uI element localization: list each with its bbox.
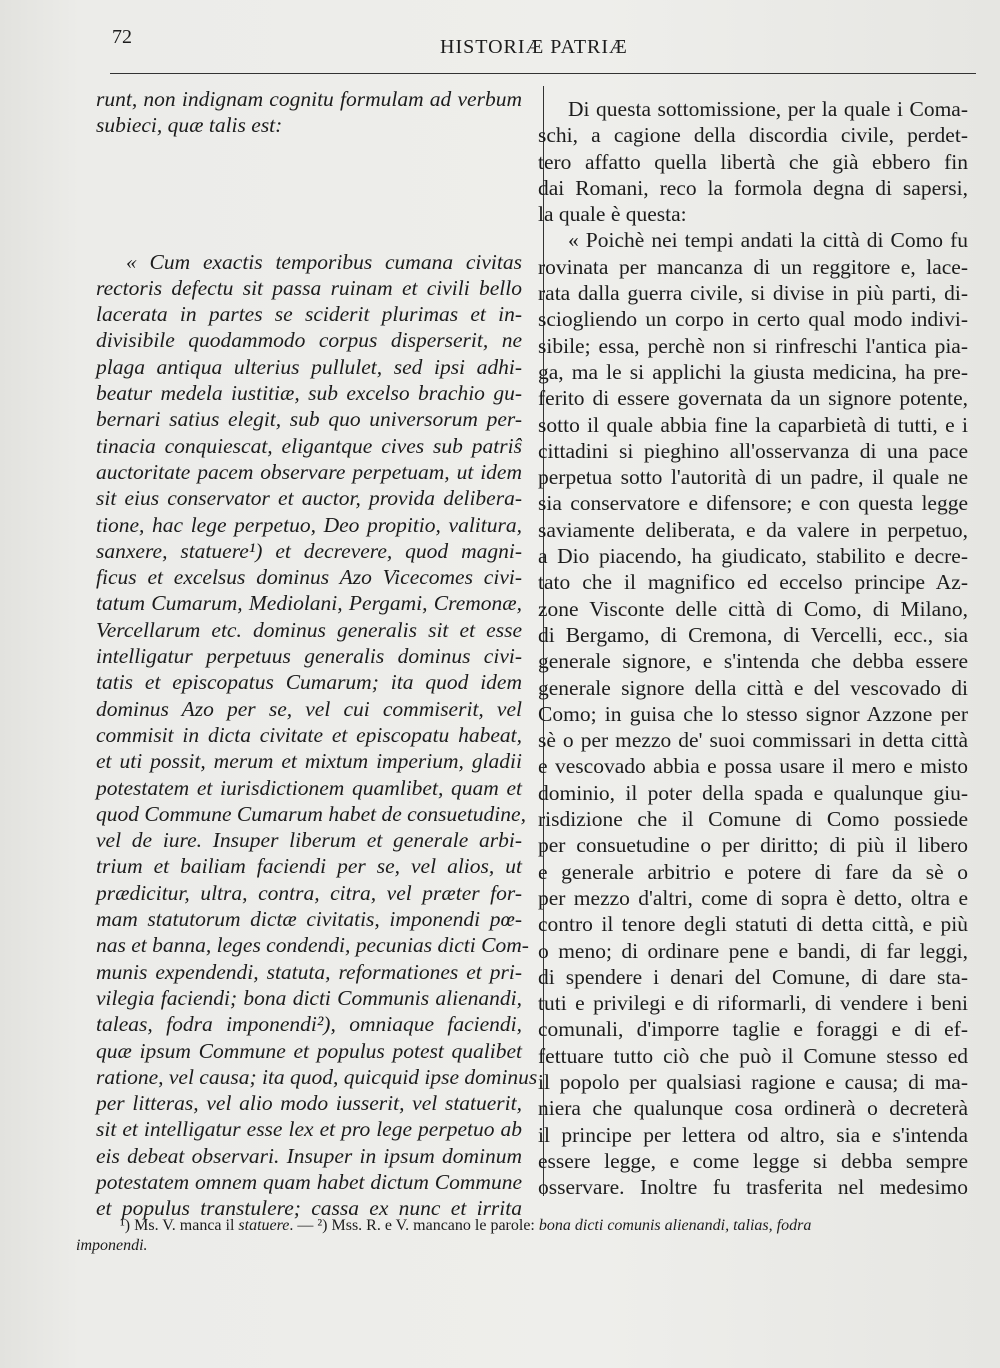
text-line: perpetua sotto l'autorità di un padre, il quale ne xyxy=(538,465,968,490)
footnote-line xyxy=(76,1216,946,1236)
text-line: commisit in dicta civitate et episcopatu habeat, xyxy=(96,722,522,747)
text-line: et uti possit, merum et mixtum imperium, gladii xyxy=(96,749,522,774)
text-line: a Dio piacendo, ha giudicato, stabilito e decre- xyxy=(538,544,968,569)
text-line: intelligatur perpetuus generalis dominus civi- xyxy=(96,644,522,669)
text-line: generale signore della città e del vescovado di xyxy=(538,675,968,700)
text-line: sanxere, statuere¹) et decrevere, quod magni- xyxy=(96,538,522,563)
text-line: dominio, il poter della spada e qualunque giu- xyxy=(538,780,968,805)
footnote-2-text: ²) Mss. R. e V. mancano le parole: xyxy=(317,1217,539,1234)
text-line: subieci, quæ talis est: xyxy=(96,113,283,138)
text-line: tione, hac lege perpetuo, Deo propitio, valitura, xyxy=(96,512,522,537)
text-line: bernari satius elegit, sub quo universorum per- xyxy=(96,407,522,432)
text-line: fettuare tutto ciò che può il Comune stesso ed xyxy=(538,1043,968,1068)
text-line: sit et intelligatur esse lex et pro lege perpetuo ab xyxy=(96,1117,522,1142)
text-line: per litteras, vel alio modo iusserit, vel statuerit, xyxy=(96,1091,522,1116)
text-line: di spendere i denari del Comune, di dare sta- xyxy=(538,964,968,989)
text-line: per consuetudine o per diritto; di più il libero xyxy=(538,833,968,858)
text-line: schi, a cagione della discordia civile, perdet- xyxy=(538,123,968,148)
text-line: risdizione che il Comune di Como possiede xyxy=(538,807,968,832)
footnote-1-text: ¹) Ms. V. manca il xyxy=(120,1217,239,1234)
text-line: tatum Cumarum, Mediolani, Pergami, Cremonæ, xyxy=(96,591,522,616)
text-line: e vescovado abbia e possa usare il mero e misto xyxy=(538,754,968,779)
running-title: HISTORIÆ PATRIÆ xyxy=(440,36,628,58)
text-line: il popolo per qualsiasi ragione e causa; di ma- xyxy=(538,1069,968,1094)
text-line: sciogliendo un corpo in certo qual modo indivi- xyxy=(538,307,968,332)
text-line: mam statutorum dictæ civitatis, imponendi pœ- xyxy=(96,907,522,932)
text-line: sit eius conservator et auctor, provida delibera- xyxy=(96,486,522,511)
text-line: ferito di essere governata da un signore potente, xyxy=(538,386,968,411)
text-line: tato che il magnifico ed eccelso principe Az- xyxy=(538,570,968,595)
text-line: sotto il quale abbia fine la caparbietà di tutti, e i xyxy=(538,412,968,437)
text-line: « Poichè nei tempi andati la città di Como fu xyxy=(568,228,968,253)
text-line: tero affatto quella libertà che già ebbero fin xyxy=(538,149,968,174)
text-line: potestatem et iurisdictionem quamlibet, quam et xyxy=(96,775,522,800)
text-line: quod Commune Cumarum habet de consuetudine, xyxy=(96,801,526,826)
text-line: prædicitur, ultra, contra, citra, vel præter for- xyxy=(96,880,522,905)
text-line: nas et banna, leges condendi, pecunias dicti Com- xyxy=(96,933,529,958)
text-line: osservare. Inoltre fu trasferita nel medesimo xyxy=(538,1175,968,1200)
header-rule xyxy=(110,73,976,74)
text-line: comunali, d'imporre taglie e foraggi e di ef- xyxy=(538,1017,968,1042)
text-line: eis debeat observari. Insuper in ipsum dominum xyxy=(96,1143,522,1168)
text-line: Como; in guisa che lo stesso signor Azzone per xyxy=(538,701,968,726)
text-line: « Cum exactis temporibus cumana civitas xyxy=(126,249,522,274)
text-line: il principe per lettera od altro, sia e s'intenda xyxy=(538,1122,968,1147)
text-line: potestatem omnem quam habet dictum Commune xyxy=(96,1169,522,1194)
latin-column xyxy=(96,86,538,1222)
latin-formula xyxy=(96,249,538,1222)
text-line: taleas, fodra imponendi²), omniaque faciendi, xyxy=(96,1012,522,1037)
text-line: niera che qualunque cosa ordinerà o decreterà xyxy=(538,1096,968,1121)
text-line: trium et bailiam faciendi per se, vel alios, ut xyxy=(96,854,522,879)
text-line: la quale è questa: xyxy=(538,202,687,227)
footnote-2-continuation: imponendi. xyxy=(76,1237,148,1254)
text-line: zone Visconte delle città di Como, di Milano, xyxy=(538,596,968,621)
text-line: dai Romani, reco la formola degna di sapersi, xyxy=(538,175,968,200)
text-line: rata dalla guerra civile, si divise in più parti, di- xyxy=(538,281,968,306)
text-line: per mezzo d'altri, come di sopra è detto, oltra e xyxy=(538,885,968,910)
text-line: o meno; di ordinare pene e bandi, di far leggi, xyxy=(538,938,968,963)
text-line: ratione, vel causa; ita quod, quicquid ipse dominus xyxy=(96,1064,538,1089)
text-line: quæ ipsum Commune et populus potest qualibet xyxy=(96,1038,522,1063)
text-line: et populus transtulere; cassa ex nunc et irrita xyxy=(96,1196,522,1221)
text-line: sibile; essa, perchè non si rinfreschi l'antica pia- xyxy=(538,333,968,358)
text-line: rovinata per mancanza di un reggitore e, lace- xyxy=(538,254,968,279)
italian-translation xyxy=(538,227,968,1200)
text-line: contro il tenore degli statuti di detta città, e più xyxy=(538,912,968,937)
text-line: auctoritate pacem observare perpetuam, ut idem xyxy=(96,459,522,484)
text-line: vel de iure. Insuper liberum et generale arbi- xyxy=(96,828,522,853)
text-line: tatis et episcopatus Cumarum; ita quod idem xyxy=(96,670,522,695)
text-line: di Bergamo, di Cremona, di Vercelli, ecc., sia xyxy=(538,622,968,647)
text-line: sè o per mezzo de' suoi commissari in detta città xyxy=(538,728,968,753)
text-line: runt, non indignam cognitu formulam ad verbum xyxy=(96,87,522,111)
text-line: plaga antiqua ulterius pullulet, sed ipsi adhi- xyxy=(96,354,522,379)
footnote-line xyxy=(76,1236,946,1256)
text-line: divisibile quodammodo corpus disperserit, ne xyxy=(96,328,522,353)
text-line: tuti e privilegi e di riformarli, di vendere i beni xyxy=(538,991,968,1016)
text-line: generale signore, e s'intenda che debba essere xyxy=(538,649,968,674)
text-line: e generale arbitrio e potere di fare da sè o xyxy=(538,859,968,884)
latin-intro xyxy=(96,86,522,139)
text-line: essere legge, e come legge si debba sempre xyxy=(538,1148,968,1173)
text-line: beatur medela iustitiæ, sub excelso brachio gu- xyxy=(96,381,522,406)
text-line: dominus Azo per se, vel cui commiserit, vel xyxy=(96,696,522,721)
text-line: Di questa sottomissione, per la quale i Coma- xyxy=(568,97,968,121)
page-number: 72 xyxy=(112,26,132,48)
footnote-dash: . — xyxy=(289,1217,318,1234)
text-line: ficus et excelsus dominus Azo Vicecomes civi- xyxy=(96,565,522,590)
text-line: rectoris defectu sit passa ruinam et civili bello xyxy=(96,275,522,300)
italian-intro xyxy=(538,96,968,227)
text-line: sia conservatore e difensore; e con questa legge xyxy=(538,491,968,516)
text-line: lacerata in partes se sciderit plurimas et in- xyxy=(96,302,522,327)
text-line: ga, ma le si applichi la giusta medicina, ha pre- xyxy=(538,359,968,384)
text-line: munis expendendi, statuta, reformationes et pri- xyxy=(96,959,522,984)
text-line: Vercellarum etc. dominus generalis sit et esse xyxy=(96,617,522,642)
footnote-1-word: statuere xyxy=(238,1217,290,1234)
text-line: tinacia conquiescat, eligantque cives sub patriŝ xyxy=(96,433,522,458)
text-line: cittadini si pieghino all'osservanza di una pace xyxy=(538,438,968,463)
footnotes xyxy=(76,1216,946,1256)
italian-column xyxy=(538,96,968,1200)
text-line: vilegia faciendi; bona dicti Communis alienandi, xyxy=(96,985,522,1010)
text-line: saviamente deliberata, e da valere in perpetuo, xyxy=(538,517,968,542)
footnote-2-words: bona dicti comunis alienandi, talias, fodra xyxy=(538,1217,812,1234)
